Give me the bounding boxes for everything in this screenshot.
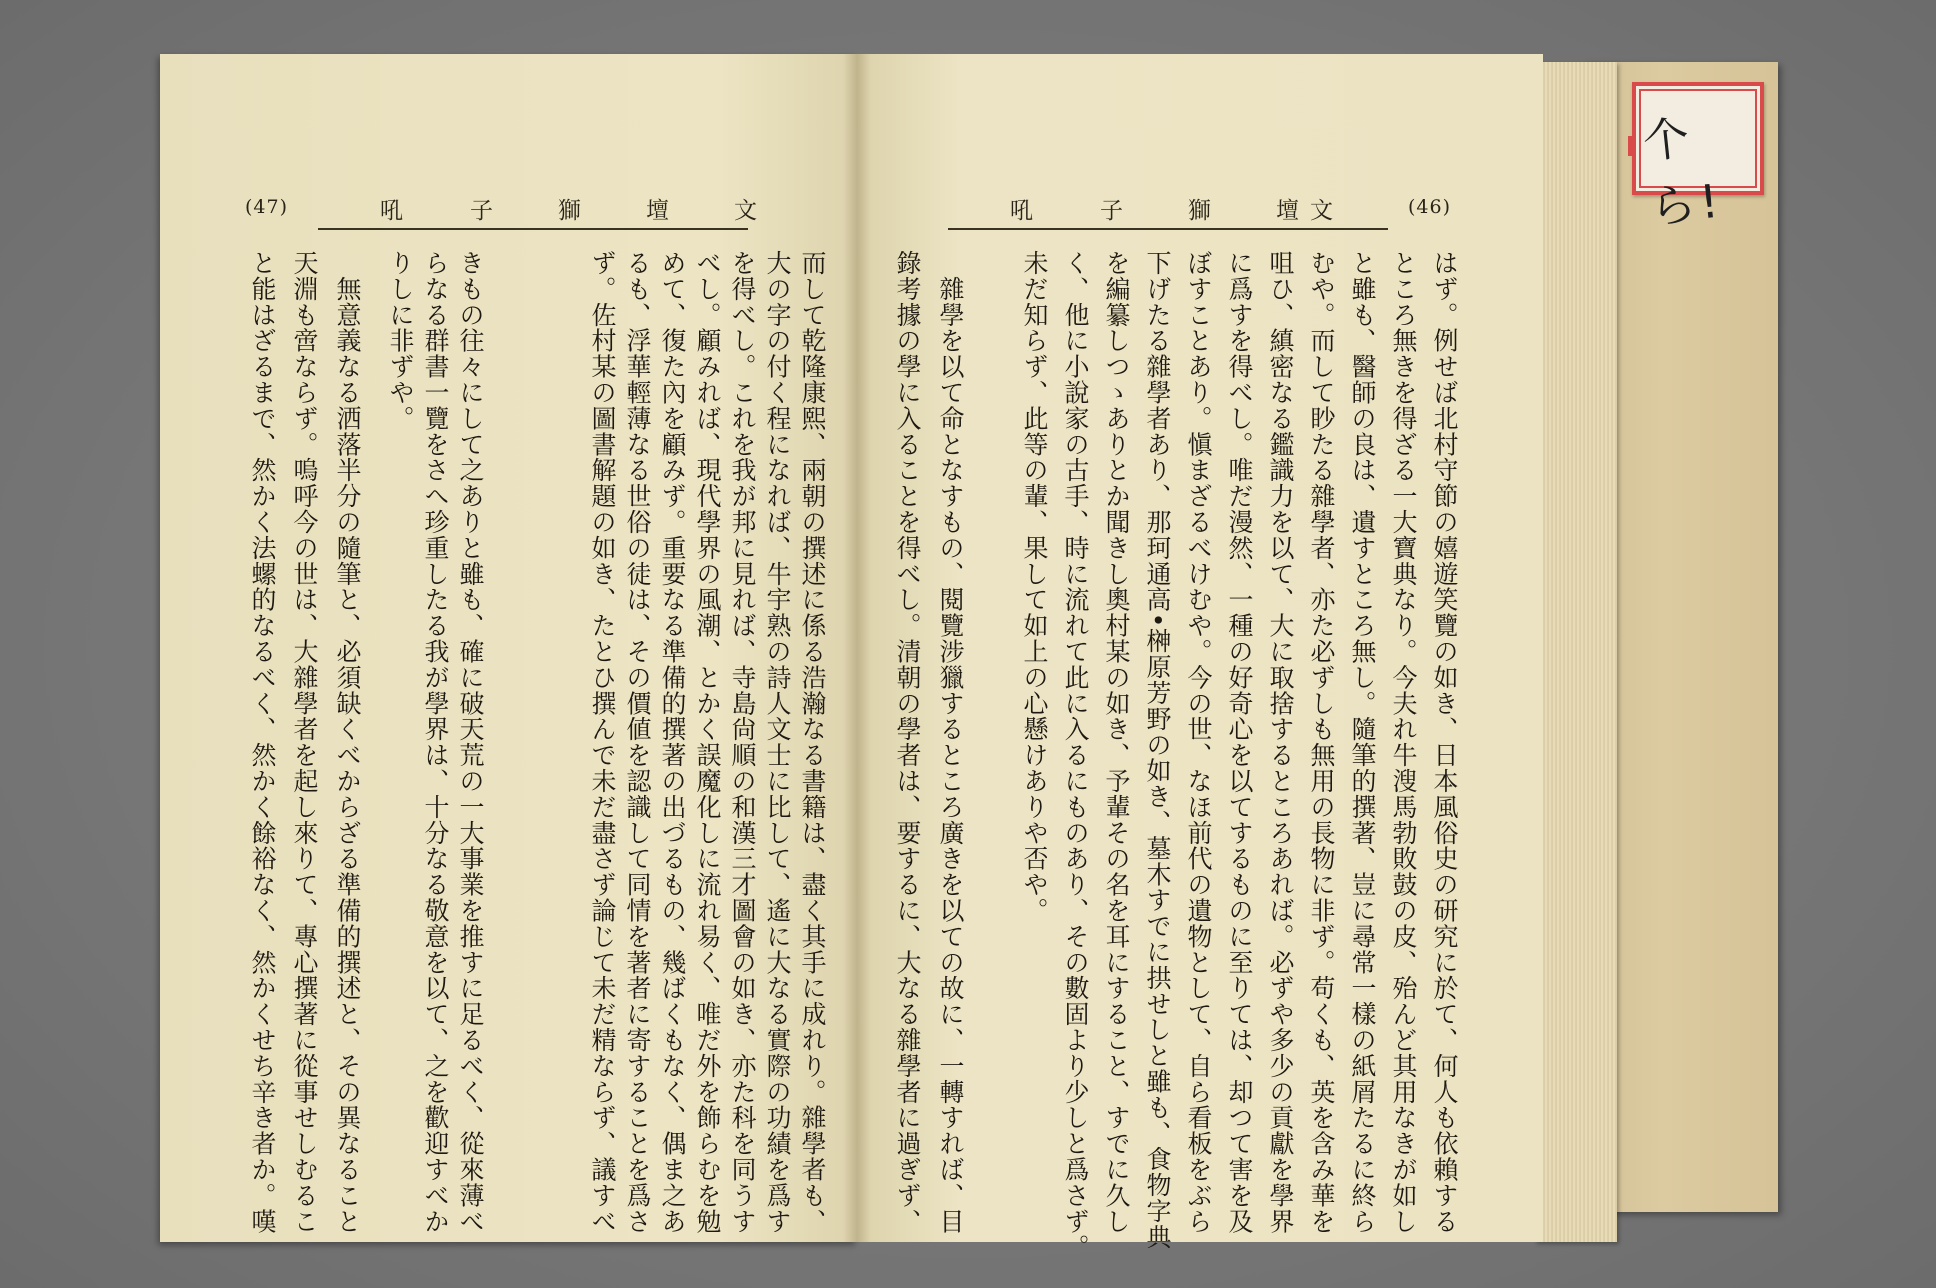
right-text-column: はず。例せば北村守節の嬉遊笑覽の如き、日本風俗史の研究に於て、何人も依賴する bbox=[1430, 250, 1459, 1235]
book-page-edges bbox=[1535, 62, 1617, 1242]
right-text-column: を編纂しつゝありとか聞きし奧村某の如き、予輩その名を耳にすること、すでに久し bbox=[1102, 250, 1131, 1235]
left-text-column: 無意義なる洒落半分の隨筆と、必須缺くべからざる準備的撰述と、その異なること bbox=[333, 250, 362, 1235]
right-header-rule bbox=[948, 228, 1388, 230]
book-gutter bbox=[843, 54, 871, 1242]
left-text-column: と能はざるまで、然かく法螺的なるべく、然かく餘裕なく、然かくせち辛き者か。嘆 bbox=[248, 250, 277, 1235]
left-text-column: めて、復た內を顧みず。重要なる準備的撰著の出づるもの、幾ばくもなく、偶ま之あ bbox=[658, 250, 687, 1235]
left-text-column: 天淵も啻ならず。嗚呼今の世は、大雜學者を起し來りて、專心撰著に從事せしむるこ bbox=[290, 250, 319, 1235]
library-call-number-label bbox=[1632, 82, 1764, 235]
right-text-column: く、他に小說家の古手、時に流れて此に入るにものあり、その數固より少しと爲さず。 bbox=[1061, 250, 1090, 1261]
left-text-column: 而して乾隆康熙、兩朝の撰述に係る浩瀚なる書籍は、盡く其手に成れり。雜學者も、 bbox=[798, 250, 827, 1235]
left-text-column: 大の字の付く程になれば、牛宇熟の詩人文士に比して、遙に大なる實際の功績を爲す bbox=[763, 250, 792, 1235]
left-text-column: を得べし。これを我が邦に見れば、寺島尙順の和漢三才圖會の如き、亦た科を同うす bbox=[728, 250, 757, 1235]
label-tab bbox=[1628, 136, 1636, 156]
right-text-column: ぼすことあり。愼まざるべけむや。今の世、なほ前代の遺物として、自ら看板をぶら bbox=[1184, 250, 1213, 1235]
right-text-column: 下げたる雜學者あり、那珂通高•榊原芳野の如き、墓木すでに拱せしと雖も、食物字典 bbox=[1143, 250, 1172, 1250]
right-text-column: ところ無きを得ざる一大寶典なり。今夫れ牛溲馬勃敗鼓の皮、殆んど其用なきが如し bbox=[1389, 250, 1418, 1235]
right-text-column: 咀ひ、縝密なる鑑識力を以て、大に取捨するところあれば。必ずや多少の貢獻を學界 bbox=[1266, 250, 1295, 1235]
left-text-column: べし。顧みれば、現代學界の風潮、とかく誤魔化しに流れ易く、唯だ外を飾らむを勉 bbox=[693, 250, 722, 1235]
right-text-column: 錄考據の學に入ることを得べし。清朝の學者は、要するに、大なる雜學者に過ぎず、 bbox=[893, 250, 922, 1235]
right-text-column: と雖も、醫師の良は、遺すところ無し。隨筆的撰著、豈に尋常一樣の紙屑たるに終ら bbox=[1348, 250, 1377, 1235]
left-header-rule bbox=[318, 228, 748, 230]
right-text-column: 未だ知らず、此等の輩、果して如上の心懸けありや否や。 bbox=[1020, 250, 1049, 924]
right-text-column: 雜學を以て命となすもの、閱覽涉獵するところ廣きを以ての故に、一轉すれば、目 bbox=[936, 250, 965, 1235]
left-text-column: ず。佐村某の圖書解題の如き、たとひ撰んで未だ盡さず論じて未だ精ならず、議すべ bbox=[588, 250, 617, 1235]
left-text-column: らなる群書一覽をさへ珍重したる我が學界は、十分なる敬意を以て、之を歡迎すべか bbox=[421, 250, 450, 1235]
right-text-column: むや。而して眇たる雜學者、亦た必ずしも無用の長物に非ず。苟くも、英を含み華を bbox=[1307, 250, 1336, 1235]
left-text-column: るも、浮華輕薄なる世俗の徒は、その價値を認識して同情を著者に寄することを爲さ bbox=[623, 250, 652, 1235]
call-number-handwriting: 个ら! bbox=[1640, 110, 1725, 235]
left-text-column: りしに非ずや。 bbox=[386, 250, 415, 432]
left-text-column: きもの往々にして之ありと雖も、確に破天荒の一大事業を推すに足るべく、從來薄べ bbox=[456, 250, 485, 1235]
right-text-column: に爲すを得べし。唯だ漫然、一種の好奇心を以てするものに至りては、却つて害を及 bbox=[1225, 250, 1254, 1235]
